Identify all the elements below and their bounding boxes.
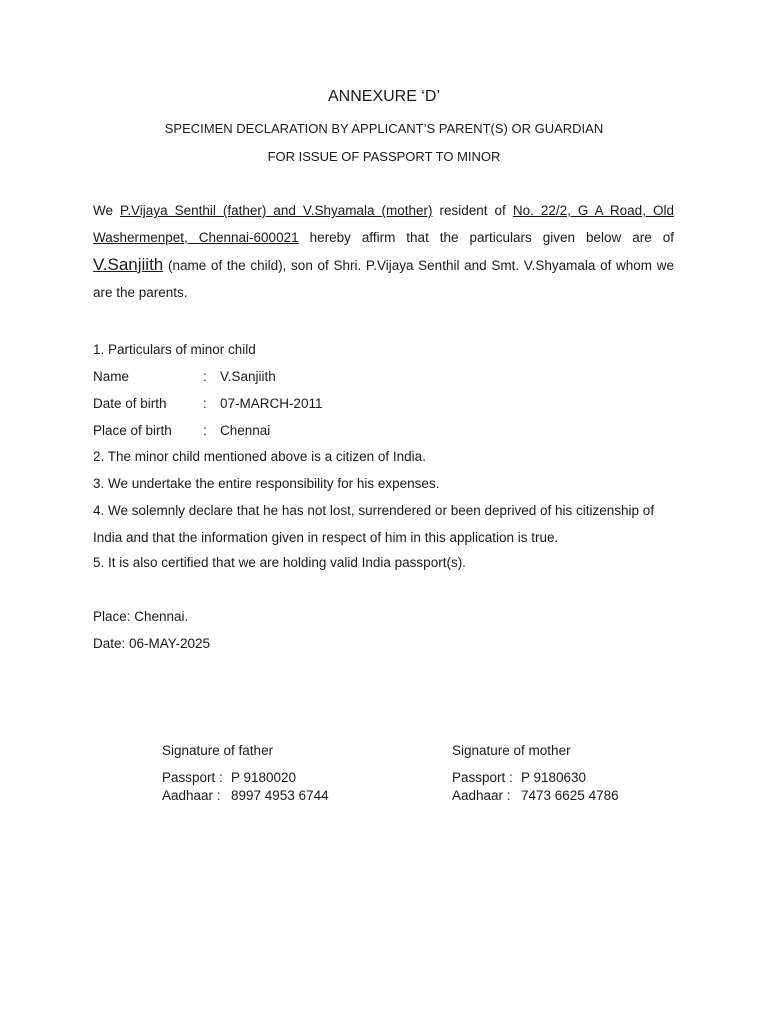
father-aadhaar-row: [162, 788, 329, 803]
row-colon: :: [203, 369, 207, 384]
place-line: Place: Chennai.: [93, 609, 189, 624]
mother-signature-label: Signature of mother: [452, 743, 571, 758]
particulars-heading: 1. Particulars of minor child: [93, 342, 256, 357]
document-title: ANNEXURE ‘D’: [327, 88, 440, 105]
row-label: Name: [93, 369, 130, 384]
passport-label: Passport :: [452, 770, 513, 785]
father-aadhaar-number: 8997 4953 6744: [231, 788, 329, 803]
declaration-4: 4. We solemnly declare that he has not lost, surrendered or been deprived of his citizenship of India and that the information given in respect of him in this application is true.: [93, 503, 655, 545]
mother-aadhaar-number: 7473 6625 4786: [521, 788, 619, 803]
intro-affirm: hereby affirm that the particulars given below are of: [309, 230, 674, 245]
row-colon: :: [203, 396, 207, 411]
aadhaar-label: Aadhaar :: [162, 788, 221, 803]
intro-child-name: V.Sanjiith: [93, 255, 164, 274]
father-passport-row: [162, 770, 296, 785]
intro-parents: P.Vijaya Senthil (father) and V.Shyamala (mother): [120, 203, 433, 218]
aadhaar-label: Aadhaar :: [452, 788, 511, 803]
mother-aadhaar-row: [452, 788, 619, 803]
row-label: Place of birth: [93, 423, 172, 438]
document-subtitle-1: SPECIMEN DECLARATION BY APPLICANT’S PARENT(S) OR GUARDIAN: [164, 121, 604, 136]
declaration-3: 3. We undertake the entire responsibility for his expenses.: [93, 476, 440, 491]
date-line: Date: 06-MAY-2025: [93, 636, 211, 651]
row-value: Chennai: [220, 423, 271, 438]
passport-label: Passport :: [162, 770, 223, 785]
declaration-5: 5. It is also certified that we are holding valid India passport(s).: [93, 555, 466, 570]
mother-passport-number: P 9180630: [521, 770, 587, 785]
father-passport-number: P 9180020: [231, 770, 297, 785]
intro-we: We: [93, 203, 114, 218]
mother-passport-row: [452, 770, 586, 785]
document-subtitle-2: FOR ISSUE OF PASSPORT TO MINOR: [267, 149, 501, 164]
intro-resident-of: resident of: [439, 203, 506, 218]
row-label: Date of birth: [93, 396, 167, 411]
row-colon: :: [203, 423, 207, 438]
row-value: V.Sanjiith: [220, 369, 276, 384]
intro-paragraph: [93, 197, 674, 306]
intro-rest: (name of the child), son of Shri. P.Vijaya Senthil and Smt. V.Shyamala of whom we are the parents.: [93, 258, 674, 300]
row-value: 07-MARCH-2011: [220, 396, 323, 411]
father-signature-label: Signature of father: [162, 743, 274, 758]
declaration-2: 2. The minor child mentioned above is a citizen of India.: [93, 449, 426, 464]
intro-address: No. 22/2, G A Road, Old Washermenpet, Chennai-600021: [93, 203, 674, 245]
